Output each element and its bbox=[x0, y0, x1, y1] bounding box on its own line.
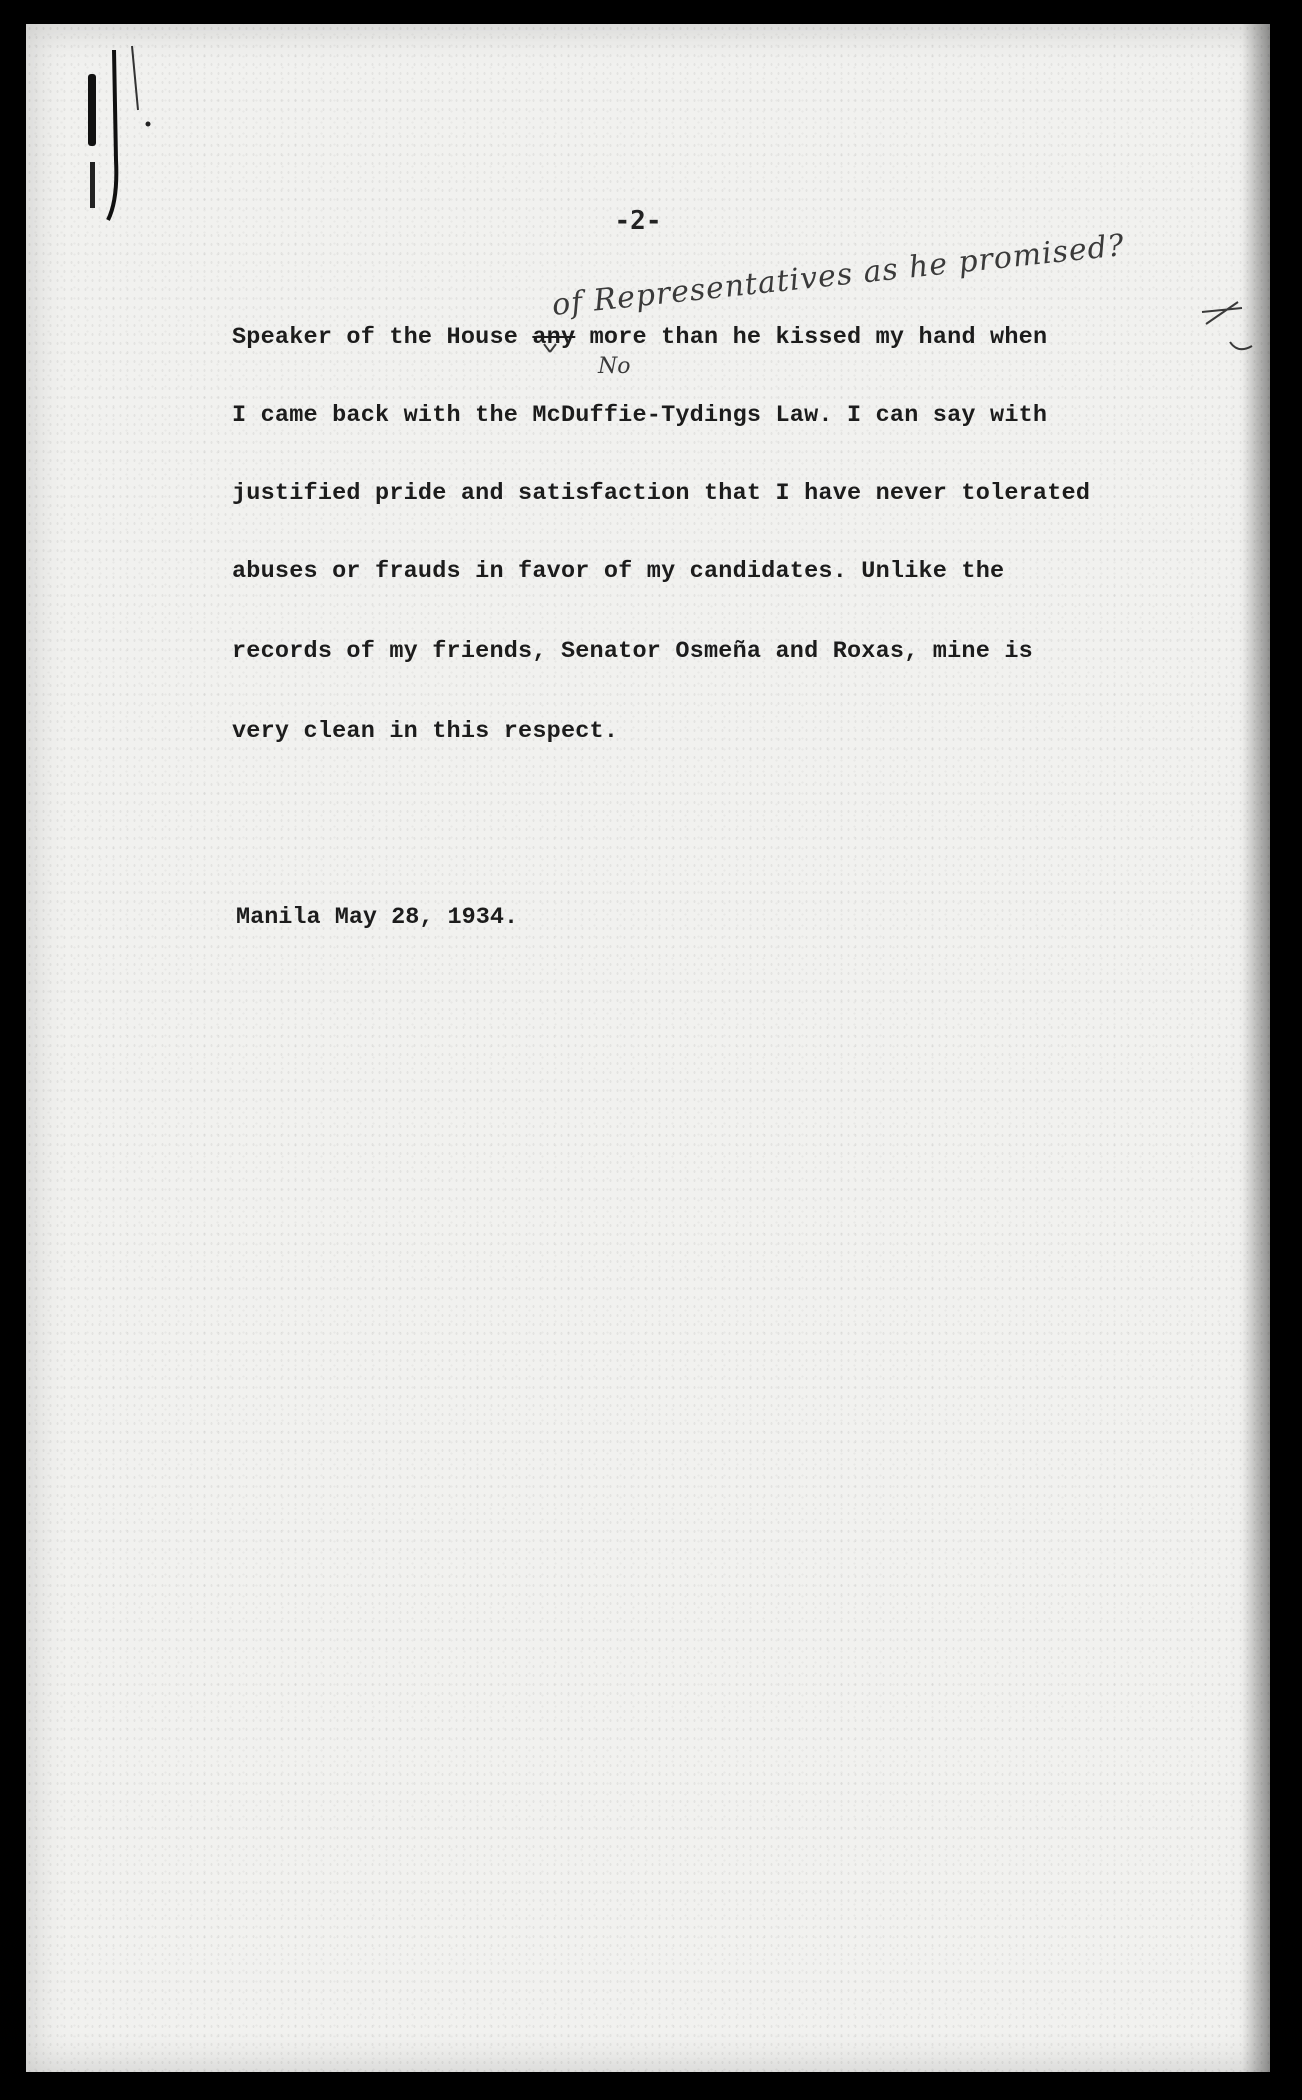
text-line-2: I came back with the McDuffie-Tydings Law. I can say with bbox=[232, 402, 1048, 429]
annotation-text: of Representatives as he promised? bbox=[550, 228, 1127, 323]
page-number: -2- bbox=[614, 206, 662, 236]
scribble-mark bbox=[1202, 302, 1242, 324]
struck-word: any bbox=[532, 324, 576, 351]
binding-mark-dot bbox=[146, 122, 151, 127]
text-line-1-start: Speaker of the House bbox=[232, 324, 533, 351]
text-line-5: records of my friends, Senator Osmeña and Roxas, mine is bbox=[232, 638, 1033, 665]
dateline: Manila May 28, 1934. bbox=[236, 904, 519, 931]
text-line-4: abuses or frauds in favor of my candidates. Unlike the bbox=[232, 558, 1005, 585]
binding-mark-thin bbox=[132, 46, 138, 110]
binding-mark-left-lower bbox=[90, 162, 95, 208]
annotation-mark: No bbox=[598, 354, 631, 379]
scribble-mark-lower bbox=[1230, 342, 1252, 349]
binding-mark-left bbox=[88, 74, 96, 146]
text-line-6: very clean in this respect. bbox=[232, 718, 619, 745]
text-line-1 bbox=[232, 324, 1047, 351]
text-line-3: justified pride and satisfaction that I have never tolerated bbox=[232, 480, 1091, 507]
text-line-1-end: more than he kissed my hand when bbox=[575, 324, 1048, 351]
binding-mark-curve bbox=[108, 50, 116, 220]
document-page bbox=[26, 24, 1270, 2072]
